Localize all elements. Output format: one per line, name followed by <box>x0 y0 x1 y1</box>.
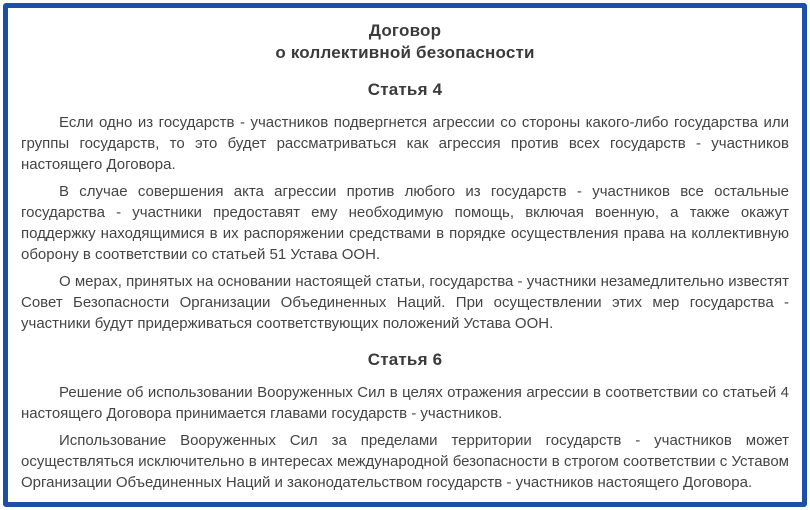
article-4-paragraph-3: О мерах, принятых на основании настоящей статьи, государства - участники незамедлительно известят Совет Безопасности Организации Объединенных Наций. При осуществлении этих мер государства - участники будут придерживаться соответствующих положений Устава ООН. <box>21 273 789 332</box>
document-page <box>8 8 802 502</box>
article-4-paragraph-1: Если одно из государств - участников подвергнется агрессии со стороны какого-либо государства или группы государств, то это будет рассматриваться как агрессия против всех государств - участников настоящего Договора. <box>21 114 789 173</box>
document-title-line2: о коллективной безопасности <box>275 43 535 62</box>
article-4-paragraph-2: В случае совершения акта агрессии против любого из государств - участников все остальные государства - участники предоставят ему необходимую помощь, включая военную, а также окажут поддержку находящимися в их распоряжении средствами в порядке осуществления права на коллективную оборону в соответствии со статьей 51 Устава ООН. <box>21 183 789 263</box>
article-4-heading: Статья 4 <box>367 80 443 99</box>
document-border-frame <box>3 3 807 507</box>
document-title-line1: Договор <box>368 21 442 40</box>
article-6-paragraph-1: Решение об использовании Вооруженных Сил в целях отражения агрессии в соответствии со статьей 4 настоящего Договора принимается главами государств - участников. <box>21 384 789 422</box>
article-6-heading: Статья 6 <box>367 350 443 369</box>
document-title <box>21 20 789 64</box>
article-6-paragraph-2: Использование Вооруженных Сил за пределами территории государств - участников может осуществляться исключительно в интересах международной безопасности в строгом соответствии с Уставом Организации Объединенных Наций и законодательством государств - участников настоящего Договора. <box>21 432 789 491</box>
